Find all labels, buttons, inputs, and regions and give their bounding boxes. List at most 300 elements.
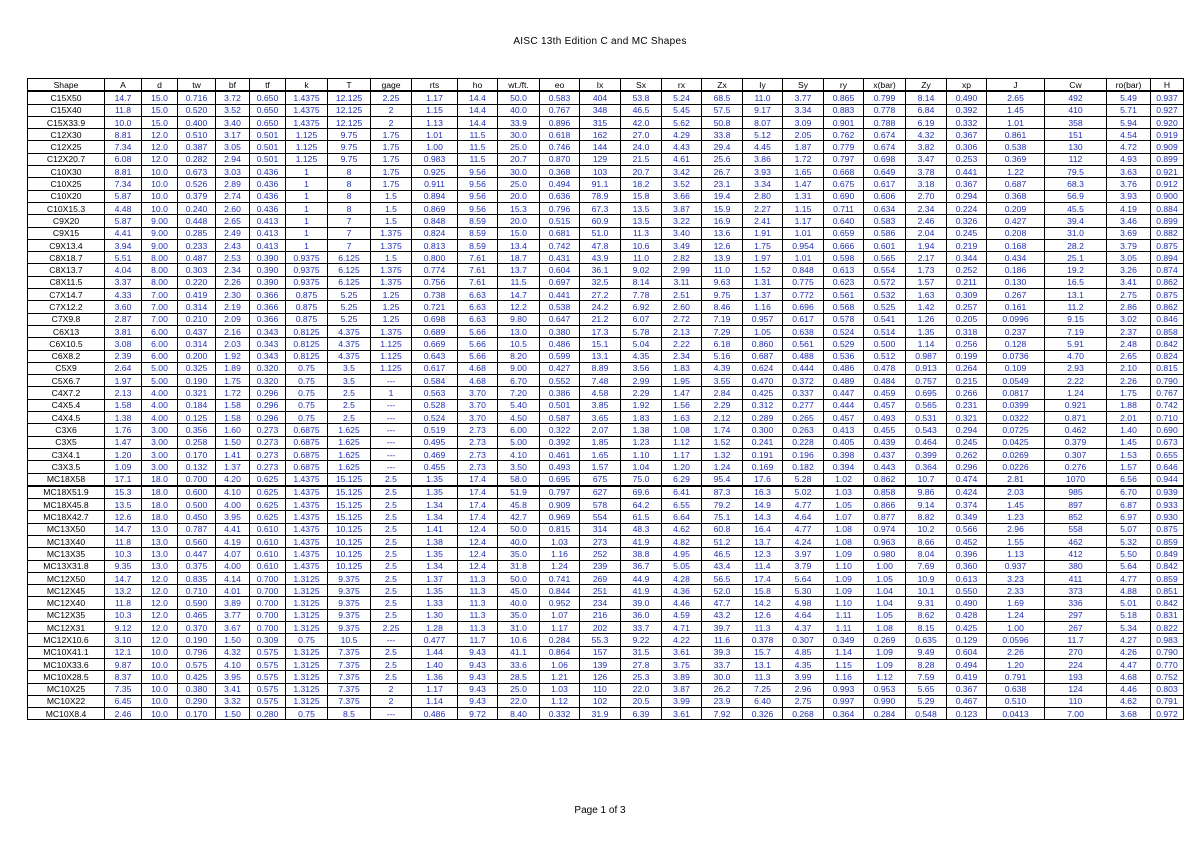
value-cell: 12.4	[458, 560, 498, 572]
value-cell: 3.50	[498, 461, 540, 473]
value-cell: 11.3	[621, 227, 662, 239]
value-cell: 1.09	[824, 572, 864, 584]
value-cell: 0.774	[412, 264, 458, 276]
value-cell: 4.41	[216, 523, 250, 535]
value-cell: 3.56	[621, 362, 662, 374]
value-cell: 3.70	[458, 387, 498, 399]
value-cell: 3.78	[906, 166, 947, 178]
value-cell: 4.01	[216, 585, 250, 597]
value-cell: 35.0	[498, 548, 540, 560]
value-cell: 17.4	[458, 486, 498, 499]
value-cell: 8.04	[906, 548, 947, 560]
column-header: ro(bar)	[1107, 79, 1151, 92]
value-cell: 0.987	[906, 350, 947, 362]
value-cell: 0.953	[864, 683, 906, 695]
value-cell: 0.284	[540, 634, 580, 646]
value-cell: 13.5	[621, 215, 662, 227]
value-cell: 0.444	[824, 399, 864, 411]
value-cell: 30.0	[498, 129, 540, 141]
value-cell: 36.7	[621, 560, 662, 572]
value-cell: 0.993	[824, 683, 864, 695]
value-cell: 0.716	[178, 91, 216, 104]
value-cell: 0.871	[1045, 412, 1107, 424]
value-cell: 0.980	[864, 548, 906, 560]
value-cell: 58.0	[498, 473, 540, 486]
shape-name-cell: C3X3.5	[28, 461, 105, 473]
value-cell: 4.24	[783, 535, 824, 547]
value-cell: 20.5	[621, 695, 662, 707]
value-cell: 13.0	[142, 535, 178, 547]
value-cell: 0.284	[864, 708, 906, 720]
value-cell: 0.519	[412, 424, 458, 436]
value-cell: 4.36	[662, 585, 702, 597]
value-cell: 0.510	[987, 695, 1045, 707]
value-cell: 2.5	[371, 548, 412, 560]
value-cell: 985	[1045, 486, 1107, 499]
value-cell: 0.372	[783, 375, 824, 387]
value-cell: 2.5	[371, 572, 412, 584]
value-cell: 0.366	[250, 301, 286, 313]
value-cell: 0.366	[250, 313, 286, 325]
value-cell: 0.554	[864, 264, 906, 276]
value-cell: 5.66	[458, 350, 498, 362]
value-cell: 2.33	[987, 585, 1045, 597]
value-cell: 64.2	[621, 499, 662, 511]
value-cell: 2.5	[371, 609, 412, 621]
value-cell: 0.380	[178, 683, 216, 695]
value-cell: 4.19	[216, 535, 250, 547]
value-cell: 9.00	[498, 362, 540, 374]
value-cell: 3.82	[906, 141, 947, 153]
value-cell: 0.457	[864, 399, 906, 411]
value-cell: 1.34	[412, 560, 458, 572]
value-cell: 0.285	[178, 227, 216, 239]
value-cell: 40.0	[498, 535, 540, 547]
value-cell: 7.375	[328, 695, 371, 707]
value-cell: 2.05	[783, 129, 824, 141]
value-cell: 14.3	[743, 511, 783, 523]
value-cell: 10.9	[906, 572, 947, 584]
value-cell: 0.444	[783, 362, 824, 374]
value-cell: 1.44	[412, 646, 458, 658]
value-cell: 0.349	[947, 511, 987, 523]
value-cell: 139	[580, 658, 621, 670]
value-cell: 0.398	[824, 448, 864, 460]
value-cell: 14.2	[743, 597, 783, 609]
value-cell: 9.14	[906, 499, 947, 511]
value-cell: 0.190	[178, 634, 216, 646]
value-cell: 3.72	[216, 91, 250, 104]
value-cell: 3.10	[105, 634, 142, 646]
value-cell: 0.196	[783, 448, 824, 460]
value-cell: ---	[371, 375, 412, 387]
value-cell: 4.77	[783, 499, 824, 511]
value-cell: 0.848	[783, 264, 824, 276]
value-cell: 53.8	[621, 91, 662, 104]
value-cell: 9.43	[458, 683, 498, 695]
table-row	[28, 486, 1184, 499]
value-cell: 5.62	[662, 116, 702, 128]
value-cell: 0.266	[947, 387, 987, 399]
value-cell: 61.5	[621, 511, 662, 523]
value-cell: 1.24	[702, 461, 743, 473]
value-cell: 2.26	[1107, 375, 1151, 387]
value-cell: 358	[1045, 116, 1107, 128]
value-cell: 11.6	[702, 634, 743, 646]
value-cell: 0.791	[1151, 695, 1184, 707]
value-cell: 7.00	[142, 289, 178, 301]
value-cell: 91.1	[580, 178, 621, 190]
table-row	[28, 708, 1184, 720]
value-cell: 0.894	[412, 190, 458, 202]
value-cell: 0.332	[540, 708, 580, 720]
value-cell: 25.0	[498, 683, 540, 695]
value-cell: ---	[371, 634, 412, 646]
value-cell: 5.04	[621, 338, 662, 350]
value-cell: 56.5	[702, 572, 743, 584]
value-cell: 2.81	[987, 473, 1045, 486]
value-cell: 0.387	[178, 141, 216, 153]
value-cell: 0.380	[540, 325, 580, 337]
value-cell: 13.1	[743, 658, 783, 670]
value-cell: 9.35	[105, 560, 142, 572]
value-cell: 8.62	[906, 609, 947, 621]
value-cell: 10.3	[105, 609, 142, 621]
value-cell: 151	[1045, 129, 1107, 141]
value-cell: 0.635	[906, 634, 947, 646]
value-cell: 0.524	[824, 325, 864, 337]
value-cell: 8	[328, 178, 371, 190]
value-cell: 1	[371, 387, 412, 399]
value-cell: 15.0	[142, 116, 178, 128]
value-cell: 5.91	[1045, 338, 1107, 350]
value-cell: 0.0413	[987, 708, 1045, 720]
value-cell: 60.8	[702, 523, 743, 535]
value-cell: 1.32	[702, 448, 743, 460]
value-cell: 52.0	[702, 585, 743, 597]
value-cell: 1.3125	[286, 585, 328, 597]
value-cell: 0.528	[412, 399, 458, 411]
value-cell: 8.37	[105, 671, 142, 683]
value-cell: 3.97	[783, 548, 824, 560]
value-cell: 0.467	[947, 695, 987, 707]
value-cell: 0.245	[947, 227, 987, 239]
value-cell: 1.09	[864, 646, 906, 658]
value-cell: 0.441	[947, 166, 987, 178]
value-cell: 2.27	[743, 202, 783, 214]
value-cell: 14.4	[458, 104, 498, 116]
value-cell: 0.875	[1151, 239, 1184, 251]
value-cell: 0.552	[540, 375, 580, 387]
value-cell: 1.83	[662, 362, 702, 374]
value-cell: 0.711	[824, 202, 864, 214]
column-header: Ix	[580, 79, 621, 92]
value-cell: 297	[1045, 609, 1107, 621]
value-cell: 12.4	[458, 523, 498, 535]
value-cell: 1.20	[105, 448, 142, 460]
value-cell: 10.0	[105, 116, 142, 128]
value-cell: 2.5	[371, 671, 412, 683]
value-cell: 1.10	[824, 597, 864, 609]
value-cell: 50.0	[498, 523, 540, 535]
value-cell: 0.687	[987, 178, 1045, 190]
value-cell: 0.937	[987, 560, 1045, 572]
value-cell: 0.0322	[987, 412, 1045, 424]
shape-name-cell: C9X15	[28, 227, 105, 239]
value-cell: 17.4	[458, 499, 498, 511]
value-cell: 144	[580, 141, 621, 153]
value-cell: 0.800	[412, 252, 458, 264]
value-cell: 0.490	[947, 597, 987, 609]
value-cell: 3.02	[1107, 313, 1151, 325]
value-cell: 0.698	[412, 313, 458, 325]
value-cell: 1.3125	[286, 646, 328, 658]
value-cell: 0.427	[987, 215, 1045, 227]
value-cell: 12.125	[328, 104, 371, 116]
value-cell: 0.909	[540, 499, 580, 511]
value-cell: 5.01	[1107, 597, 1151, 609]
value-cell: 1.35	[906, 325, 947, 337]
value-cell: 0.240	[178, 202, 216, 214]
value-cell: 4.14	[216, 572, 250, 584]
value-cell: 1.31	[783, 190, 824, 202]
table-row	[28, 153, 1184, 165]
value-cell: 6.40	[743, 695, 783, 707]
value-cell: 45.8	[498, 499, 540, 511]
shape-name-cell: C10X15.3	[28, 202, 105, 214]
value-cell: 1.01	[987, 116, 1045, 128]
value-cell: 0.205	[947, 313, 987, 325]
value-cell: 9.72	[458, 708, 498, 720]
value-cell: 13.5	[105, 499, 142, 511]
value-cell: 0.919	[1151, 129, 1184, 141]
value-cell: 0.455	[864, 424, 906, 436]
value-cell: 0.309	[947, 289, 987, 301]
table-body	[28, 91, 1184, 720]
value-cell: 20.7	[498, 153, 540, 165]
value-cell: 50.0	[498, 91, 540, 104]
header-row	[28, 79, 1184, 92]
value-cell: 5.40	[498, 399, 540, 411]
value-cell: 0.700	[250, 585, 286, 597]
value-cell: 20.0	[498, 215, 540, 227]
value-cell: 0.428	[947, 609, 987, 621]
value-cell: 2.22	[1045, 375, 1107, 387]
value-cell: 0.419	[947, 671, 987, 683]
value-cell: 0.899	[1151, 153, 1184, 165]
value-cell: 25.0	[498, 141, 540, 153]
value-cell: ---	[371, 436, 412, 448]
value-cell: 0.501	[250, 141, 286, 153]
value-cell: 0.436	[250, 202, 286, 214]
value-cell: 1.3125	[286, 609, 328, 621]
column-header: rx	[662, 79, 702, 92]
value-cell: 0.320	[250, 362, 286, 374]
value-cell: 11.3	[743, 622, 783, 634]
value-cell: 0.0549	[987, 375, 1045, 387]
value-cell: 0.0736	[987, 350, 1045, 362]
value-cell: 373	[1045, 585, 1107, 597]
value-cell: 10.3	[105, 548, 142, 560]
value-cell: 3.61	[662, 708, 702, 720]
value-cell: 5.64	[1107, 560, 1151, 572]
shape-name-cell: C7X14.7	[28, 289, 105, 301]
value-cell: 0.296	[947, 461, 987, 473]
shape-name-cell: C7X12.2	[28, 301, 105, 313]
value-cell: 4.43	[662, 141, 702, 153]
value-cell: 3.61	[662, 646, 702, 658]
value-cell: 7.78	[621, 289, 662, 301]
value-cell: 4.35	[783, 658, 824, 670]
value-cell: 1.37	[216, 461, 250, 473]
value-cell: 0.501	[540, 399, 580, 411]
table-row	[28, 252, 1184, 264]
value-cell: 1.3125	[286, 572, 328, 584]
value-cell: 0.566	[947, 523, 987, 535]
value-cell: 3.93	[1107, 190, 1151, 202]
shape-name-cell: MC18X51.9	[28, 486, 105, 499]
value-cell: 0.797	[824, 153, 864, 165]
value-cell: 0.933	[1151, 499, 1184, 511]
value-cell: 2.94	[216, 153, 250, 165]
value-cell: 10.6	[498, 634, 540, 646]
value-cell: 0.787	[178, 523, 216, 535]
value-cell: 1.91	[743, 227, 783, 239]
value-cell: 0.424	[947, 486, 987, 499]
value-cell: 4.41	[105, 227, 142, 239]
value-cell: 270	[1045, 646, 1107, 658]
value-cell: 0.252	[947, 264, 987, 276]
value-cell: 1.10	[621, 448, 662, 460]
value-cell: 110	[580, 683, 621, 695]
value-cell: 40.0	[498, 597, 540, 609]
value-cell: 0.531	[906, 412, 947, 424]
value-cell: 8.07	[743, 116, 783, 128]
value-cell: 0.277	[783, 399, 824, 411]
value-cell: 0.669	[412, 338, 458, 350]
value-cell: 0.289	[743, 412, 783, 424]
value-cell: 1.125	[371, 338, 412, 350]
value-cell: 3.76	[1107, 178, 1151, 190]
value-cell: 3.69	[1107, 227, 1151, 239]
value-cell: ---	[371, 412, 412, 424]
value-cell: 12.4	[458, 548, 498, 560]
value-cell: 314	[580, 523, 621, 535]
value-cell: 0.273	[250, 448, 286, 460]
value-cell: 56.9	[1045, 190, 1107, 202]
value-cell: 0.184	[178, 399, 216, 411]
table-row	[28, 362, 1184, 374]
value-cell: 0.273	[250, 424, 286, 436]
shape-name-cell: C10X25	[28, 178, 105, 190]
value-cell: 8	[328, 202, 371, 214]
value-cell: 7.48	[580, 375, 621, 387]
value-cell: 3.41	[216, 683, 250, 695]
value-cell: 11.0	[702, 264, 743, 276]
value-cell: 0.190	[178, 375, 216, 387]
value-cell: 46.5	[702, 548, 743, 560]
value-cell: 1.3125	[286, 597, 328, 609]
value-cell: 21.2	[580, 313, 621, 325]
value-cell: ---	[371, 399, 412, 411]
value-cell: 0.344	[947, 252, 987, 264]
value-cell: 0.489	[824, 375, 864, 387]
value-cell: 1.3125	[286, 658, 328, 670]
shape-name-cell: C15X33.9	[28, 116, 105, 128]
value-cell: 5.05	[662, 560, 702, 572]
value-cell: 3.17	[216, 129, 250, 141]
value-cell: 0.883	[824, 104, 864, 116]
value-cell: 7.375	[328, 658, 371, 670]
shape-name-cell: MC18X58	[28, 473, 105, 486]
value-cell: 3.22	[662, 215, 702, 227]
value-cell: 4.35	[621, 350, 662, 362]
value-cell: 0.0226	[987, 461, 1045, 473]
value-cell: 25.6	[702, 153, 743, 165]
value-cell: 0.824	[1151, 350, 1184, 362]
value-cell: 0.268	[783, 708, 824, 720]
value-cell: 1.23	[987, 511, 1045, 523]
value-cell: 1.56	[662, 399, 702, 411]
value-cell: 1.41	[216, 448, 250, 460]
value-cell: 11.7	[1045, 634, 1107, 646]
value-cell: 1.125	[286, 141, 328, 153]
value-cell: 5.66	[458, 325, 498, 337]
value-cell: 8.00	[142, 276, 178, 288]
value-cell: 9.56	[458, 190, 498, 202]
table-row	[28, 671, 1184, 683]
value-cell: 2.5	[328, 387, 371, 399]
value-cell: 0.515	[540, 215, 580, 227]
value-cell: 3.26	[1107, 264, 1151, 276]
value-cell: 0.742	[1151, 399, 1184, 411]
value-cell: 19.2	[1045, 264, 1107, 276]
value-cell: 8	[328, 190, 371, 202]
value-cell: 1.34	[412, 511, 458, 523]
value-cell: 5.66	[458, 338, 498, 350]
value-cell: 1.20	[662, 461, 702, 473]
value-cell: 15.1	[580, 338, 621, 350]
value-cell: 0.306	[947, 141, 987, 153]
value-cell: 0.710	[1151, 412, 1184, 424]
value-cell: 0.399	[906, 448, 947, 460]
value-cell: 12.0	[142, 153, 178, 165]
value-cell: 4.28	[662, 572, 702, 584]
value-cell: 0.474	[947, 473, 987, 486]
value-cell: 50.0	[498, 572, 540, 584]
value-cell: 234	[580, 597, 621, 609]
value-cell: 7.25	[743, 683, 783, 695]
value-cell: 0.364	[824, 708, 864, 720]
value-cell: 4.19	[1107, 202, 1151, 214]
value-cell: 0.253	[947, 153, 987, 165]
value-cell: 0.860	[743, 338, 783, 350]
value-cell: 0.436	[250, 166, 286, 178]
value-cell: 1.72	[783, 153, 824, 165]
value-cell: 10.0	[142, 178, 178, 190]
value-cell: 0.543	[906, 424, 947, 436]
value-cell: 8.00	[142, 252, 178, 264]
value-cell: 0.831	[1151, 609, 1184, 621]
value-cell: 0.273	[250, 461, 286, 473]
value-cell: 0.695	[540, 473, 580, 486]
value-cell: 1.38	[412, 535, 458, 547]
value-cell: 0.583	[864, 215, 906, 227]
table-row	[28, 313, 1184, 325]
value-cell: 0.548	[906, 708, 947, 720]
value-cell: 0.170	[178, 708, 216, 720]
value-cell: 1.375	[371, 239, 412, 251]
